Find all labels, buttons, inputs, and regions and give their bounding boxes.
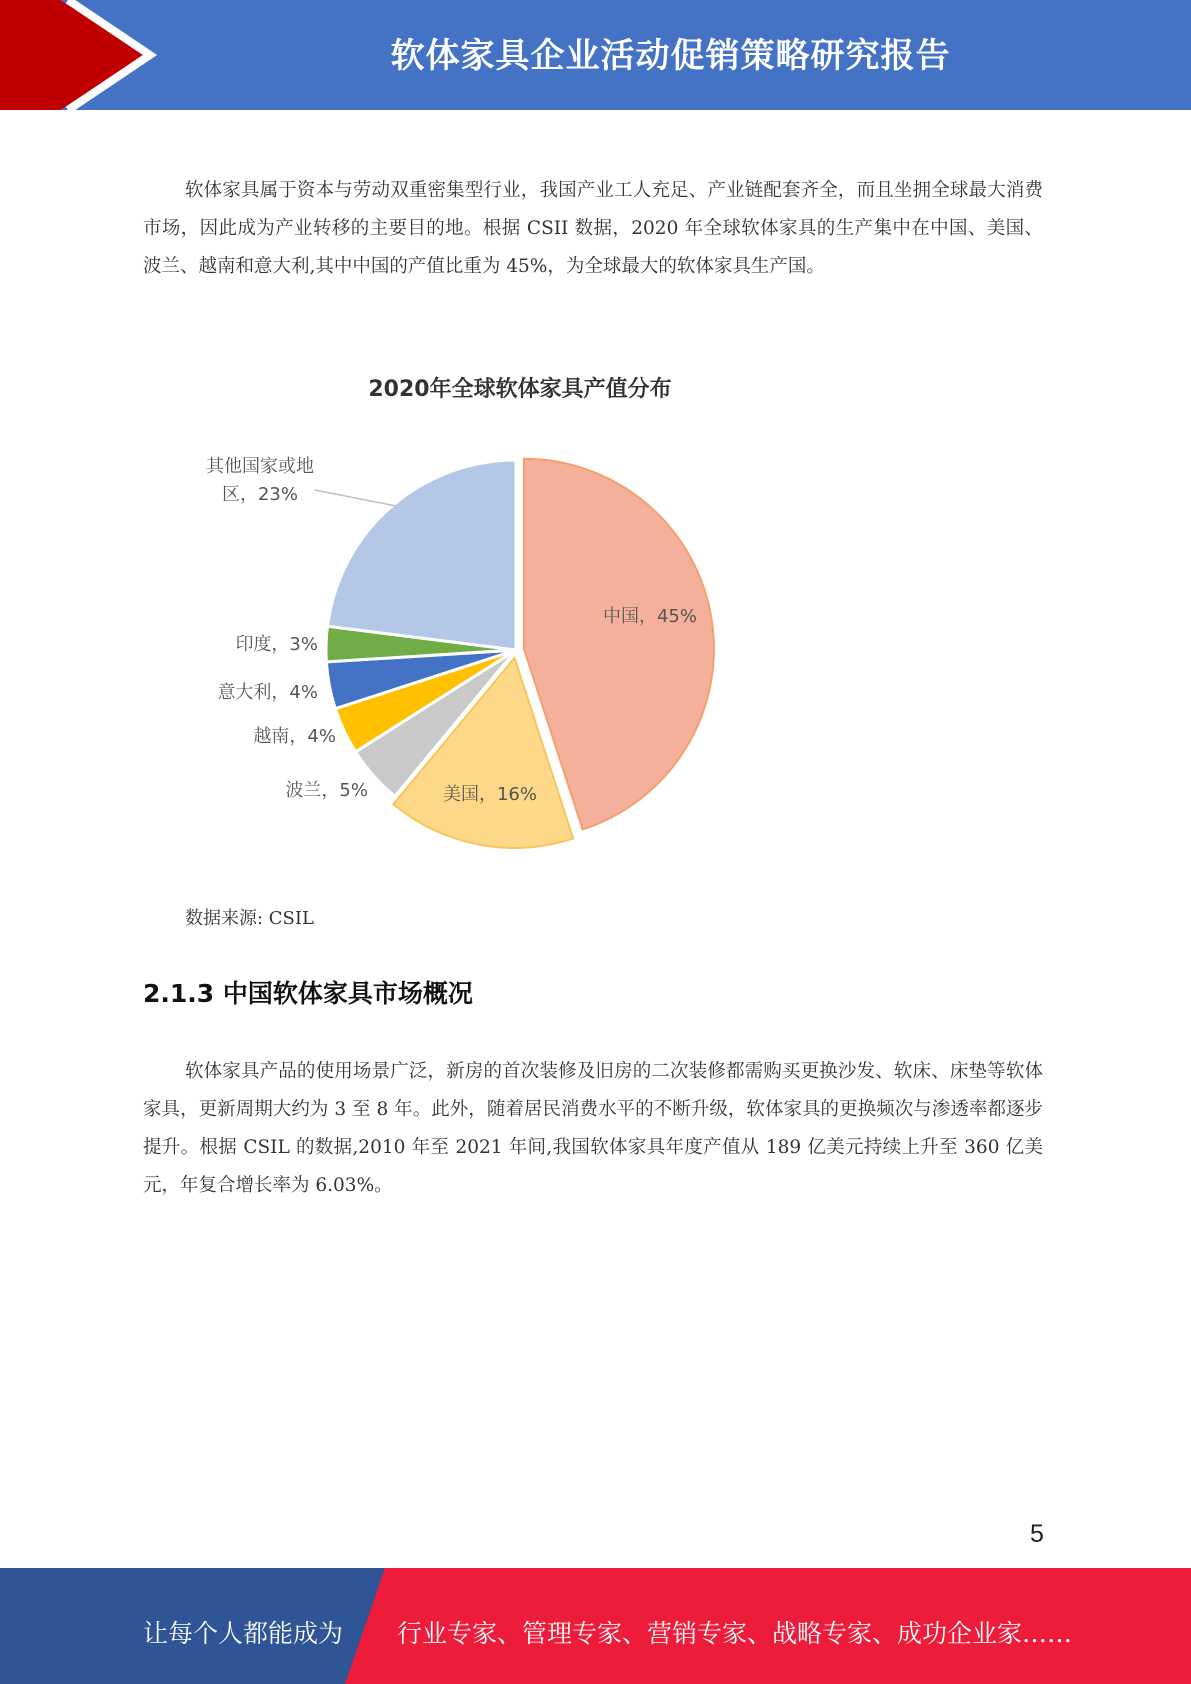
section-heading: 2.1.3 中国软体家具市场概况 bbox=[143, 979, 473, 1008]
slice-label-0: 中国，45% bbox=[602, 606, 698, 627]
chart-title: 2020年全球软体家具产值分布 bbox=[368, 377, 672, 402]
footer-slogan-right: 行业专家、管理专家、营销专家、战略专家、成功企业家…… bbox=[397, 1619, 1073, 1648]
slice-label-4: 意大利，4% bbox=[217, 682, 318, 703]
pie-chart bbox=[160, 420, 780, 860]
footer-slogan-left: 让每个人都能成为 bbox=[143, 1619, 344, 1648]
slice-label-3: 越南，4% bbox=[253, 726, 336, 747]
leader-line bbox=[315, 490, 396, 506]
data-source-note: 数据来源: CSIL bbox=[185, 908, 314, 929]
page-number: 5 bbox=[1030, 1520, 1044, 1548]
report-title: 软体家具企业活动促销策略研究报告 bbox=[390, 36, 951, 76]
slice-label-6-line-0: 其他国家或地 bbox=[206, 456, 314, 477]
slice-label-1: 美国，16% bbox=[442, 784, 538, 805]
slice-label-6-line-1: 区，23% bbox=[221, 484, 299, 505]
slice-label-5: 印度，3% bbox=[235, 634, 318, 655]
market-overview-paragraph: 软体家具产品的使用场景广泛，新房的首次装修及旧房的二次装修都需购买更换沙发、软床、床垫等软体家具，更新周期大约为 3 至 8 年。此外，随着居民消费水平的不断升级，软体家具的更换频次与渗透率都逐步提升。根据 CSIL 的数据,2010 年至 2021 年间,我国软体家具年度产值从 189 亿美元持续上升至 360 亿美元，年复合增长率为 6.03%。 bbox=[143, 1061, 1043, 1196]
footer-banner bbox=[0, 1568, 1191, 1684]
header-arrow-decoration bbox=[0, 0, 160, 110]
slice-label-2: 波兰，5% bbox=[285, 780, 368, 801]
header-banner bbox=[0, 0, 1191, 110]
pie-slice-6 bbox=[327, 460, 516, 650]
intro-paragraph: 软体家具属于资本与劳动双重密集型行业，我国产业工人充足、产业链配套齐全，而且坐拥全球最大消费市场，因此成为产业转移的主要目的地。根据 CSII 数据，2020 年全球软体家具的生产集中在中国、美国、波兰、越南和意大利,其中中国的产值比重为 45%，为全球最大的软体家具生产国。 bbox=[143, 180, 1043, 277]
